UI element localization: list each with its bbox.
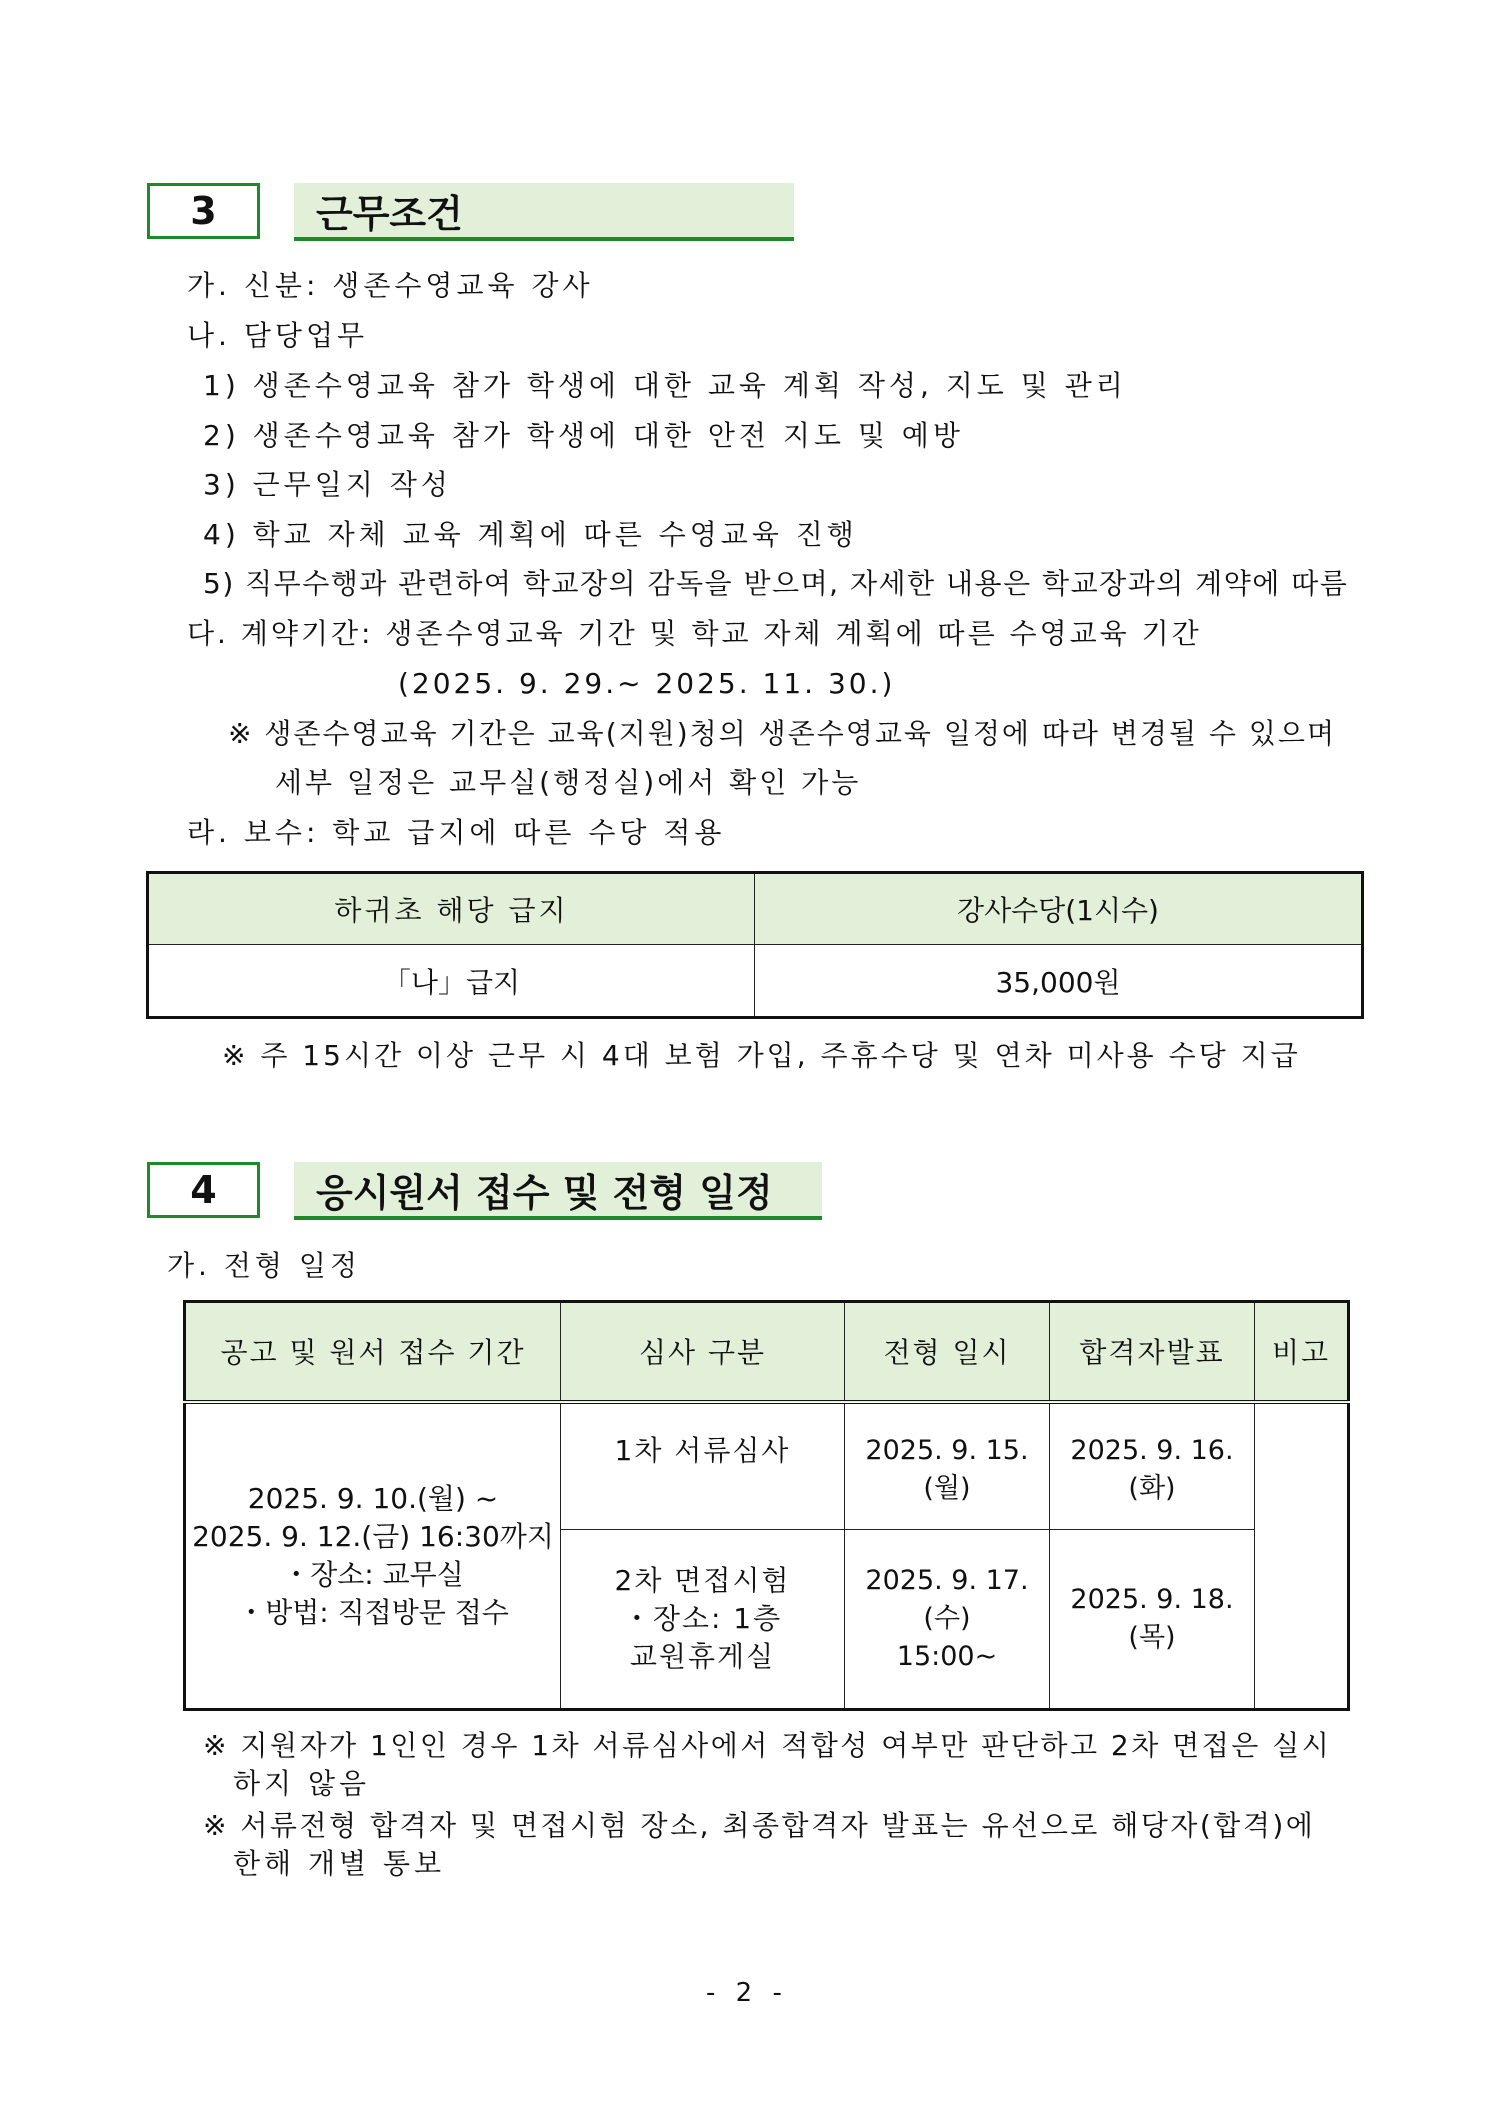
duty-item: 1) 생존수영교육 참가 학생에 대한 교육 계획 작성, 지도 및 관리 <box>203 369 1127 402</box>
period-cell <box>185 1402 561 1710</box>
pay-heading: 라. 보수: 학교 급지에 따른 수당 적용 <box>187 816 726 849</box>
schedule-note-1-cont: 하지 않음 <box>233 1767 371 1800</box>
announce-1: 2025. 9. 16.(화) <box>1070 1434 1234 1504</box>
section4-number: 4 <box>147 1162 260 1218</box>
period-start: 2025. 9. 10.(월) ~ <box>247 1481 499 1515</box>
schedule-note-2-cont: 한해 개별 통보 <box>233 1847 446 1880</box>
duty-item: 3) 근무일지 작성 <box>203 468 452 501</box>
header-remark: 비고 <box>1255 1302 1349 1402</box>
section3-title: 근무조건 <box>294 183 794 241</box>
type-2-place: ・장소: 1층 <box>622 1602 783 1635</box>
remark-cell <box>1255 1402 1349 1710</box>
pay-grade-value: 「나」급지 <box>148 945 755 1018</box>
announce-2: 2025. 9. 18.(목) <box>1070 1584 1234 1653</box>
contract-period: 다. 계약기간: 생존수영교육 기간 및 학교 자체 계획에 따른 수영교육 기간 <box>187 617 1202 650</box>
schedule-note-2: ※ 서류전형 합격자 및 면접시험 장소, 최종합격자 발표는 유선으로 해당자(합격)에 <box>203 1809 1316 1842</box>
announce-cell-1 <box>1050 1402 1255 1530</box>
period-end: 2025. 9. 12.(금) 16:30까지 <box>192 1519 554 1553</box>
type-cell-1 <box>561 1402 845 1530</box>
contract-note: ※ 생존수영교육 기간은 교육(지원)청의 생존수영교육 일정에 따라 변경될 수 있으며 <box>228 717 1336 750</box>
date-2: 2025. 9. 17.(수) <box>865 1565 1029 1634</box>
header-period: 공고 및 원서 접수 기간 <box>185 1302 561 1402</box>
date-cell-2 <box>845 1530 1050 1710</box>
period-method: ・방법: 직접방문 접수 <box>237 1595 509 1629</box>
header-announce: 합격자발표 <box>1050 1302 1255 1402</box>
announce-cell-2 <box>1050 1530 1255 1710</box>
type-2-label: 2차 면접시험 <box>614 1564 791 1597</box>
page-number: - 2 - <box>706 1978 788 2008</box>
duty-item: 4) 학교 자체 교육 계획에 따른 수영교육 진행 <box>203 518 858 551</box>
header-type: 심사 구분 <box>561 1302 845 1402</box>
schedule-table <box>183 1300 1350 1711</box>
pay-fee-value: 35,000원 <box>755 945 1363 1018</box>
schedule-heading: 가. 전형 일정 <box>167 1249 361 1282</box>
section3-duties-heading: 나. 담당업무 <box>187 319 369 352</box>
schedule-note-1: ※ 지원자가 1인인 경우 1차 서류심사에서 적합성 여부만 판단하고 2차 면접은 실시 <box>203 1729 1332 1762</box>
header-date: 전형 일시 <box>845 1302 1050 1402</box>
date-cell-1 <box>845 1402 1050 1530</box>
section4-title: 응시원서 접수 및 전형 일정 <box>294 1162 822 1220</box>
duty-item: 2) 생존수영교육 참가 학생에 대한 안전 지도 및 예방 <box>203 419 964 452</box>
pay-header-fee: 강사수당(1시수) <box>755 873 1363 945</box>
contract-note-cont: 세부 일정은 교무실(행정실)에서 확인 가능 <box>275 766 862 799</box>
type-1-label: 1차 서류심사 <box>614 1433 791 1467</box>
type-2-room: 교원휴게실 <box>629 1640 776 1673</box>
date-1: 2025. 9. 15.(월) <box>865 1434 1029 1504</box>
insurance-note: ※ 주 15시간 이상 근무 시 4대 보험 가입, 주휴수당 및 연차 미사용 수당 지급 <box>222 1039 1301 1072</box>
contract-dates: (2025. 9. 29.∼ 2025. 11. 30.) <box>398 667 896 700</box>
type-cell-2 <box>561 1530 845 1710</box>
section3-status: 가. 신분: 생존수영교육 강사 <box>187 269 594 302</box>
section3-number: 3 <box>147 183 260 239</box>
date-2-time: 15:00~ <box>896 1641 998 1672</box>
period-place: ・장소: 교무실 <box>282 1557 464 1591</box>
pay-table <box>146 871 1364 1019</box>
duty-item: 5) 직무수행과 관련하여 학교장의 감독을 받으며, 자세한 내용은 학교장과의 계약에 따름 <box>203 567 1349 600</box>
pay-header-grade: 하귀초 해당 급지 <box>148 873 755 945</box>
